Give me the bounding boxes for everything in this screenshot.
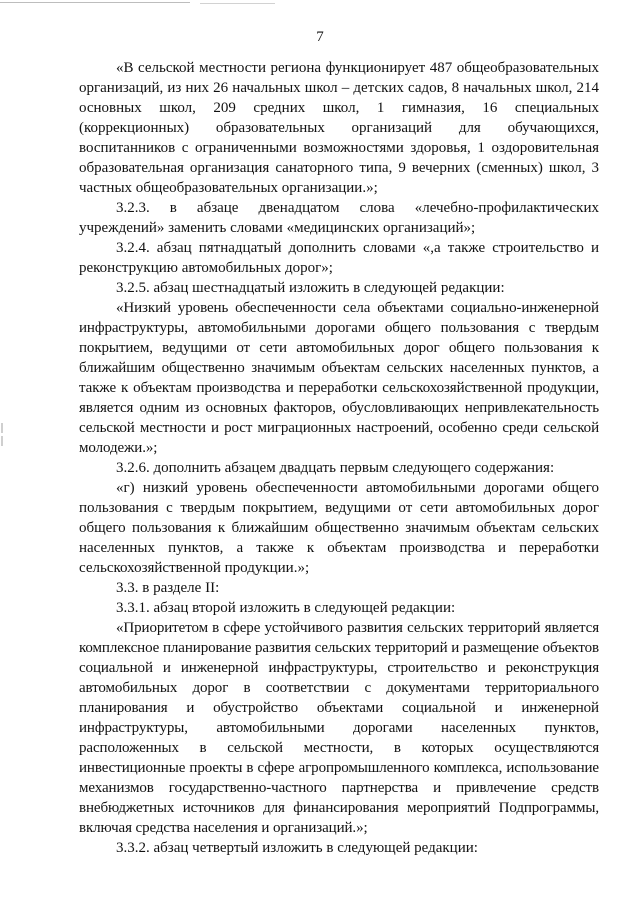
scan-artifact-mark (1, 423, 3, 433)
paragraph: 3.2.3. в абзаце двенадцатом слова «лечебно-профилактических учреждений» заменить словами «медицинских организаций»; (79, 200, 599, 236)
paragraph: «г) низкий уровень обеспеченности автомобильными дорогами общего пользования с твердым покрытием, ведущими от сети автомобильных дорог общего пользования к ближайшим общественно значимым объектам сельских населенных пунктов, а также к объектам производства и переработки сельскохозяйственной продукции.»; (79, 480, 599, 576)
scan-artifact-line (200, 3, 275, 4)
paragraph: «Низкий уровень обеспеченности села объектами социально-инженерной инфраструктуры, автомобильными дорогами общего пользования с твердым покрытием, ведущими от сети автомобильных дорог общего пользования к ближайшим общественно значимым объектам сельских населенных пунктов, а также к объектам производства и переработки сельскохозяйственной продукции, является одним из основных факторов, обусловливающих непривлекательность сельской местности и рост миграционных настроений, особенно среди сельской молодежи.»; (79, 300, 599, 456)
scan-artifact-line (0, 2, 190, 3)
page-number: 7 (316, 29, 324, 45)
paragraph: «В сельской местности региона функционирует 487 общеобразовательных организаций, из них 26 начальных школ – детских садов, 8 начальных школ, 214 основных школ, 209 средних школ, 1 гимназия, 16 специальных (коррекционных) образовательных организаций для обучающихся, воспитанников с ограниченными возможностями здоровья, 1 оздоровительная образовательная организация санаторного типа, 9 вечерних (сменных) школ, 3 частных общеобразовательных организации.»; (79, 60, 599, 196)
paragraph: 3.3. в разделе II: (116, 580, 220, 596)
paragraph: 3.3.1. абзац второй изложить в следующей редакции: (116, 600, 456, 616)
document-body (79, 58, 599, 858)
paragraph: 3.2.5. абзац шестнадцатый изложить в следующей редакции: (116, 280, 505, 296)
paragraph: «Приоритетом в сфере устойчивого развития сельских территорий является комплексное планирование развития сельских территорий и размещение объектов социальной и инженерной инфраструктуры, строительство и реконструкция автомобильных дорог в соответствии с документами территориального планирования и обустройство объектами социальной и инженерной инфраструктуры, автомобильными дорогами населенных пунктов, расположенных в сельской местности, в которых осуществляются инвестиционные проекты в сфере агропромышленного комплекса, использование механизмов государственно-частного партнерства и привлечение средств внебюджетных источников для финансирования мероприятий Подпрограммы, включая средства населения и организаций.»; (79, 620, 599, 836)
paragraph: 3.3.2. абзац четвертый изложить в следующей редакции: (116, 840, 478, 856)
paragraph: 3.2.6. дополнить абзацем двадцать первым следующего содержания: (116, 460, 555, 476)
scan-artifact-mark (1, 436, 3, 446)
paragraph: 3.2.4. абзац пятнадцатый дополнить словами «,а также строительство и реконструкцию автомобильных дорог»; (79, 240, 599, 276)
